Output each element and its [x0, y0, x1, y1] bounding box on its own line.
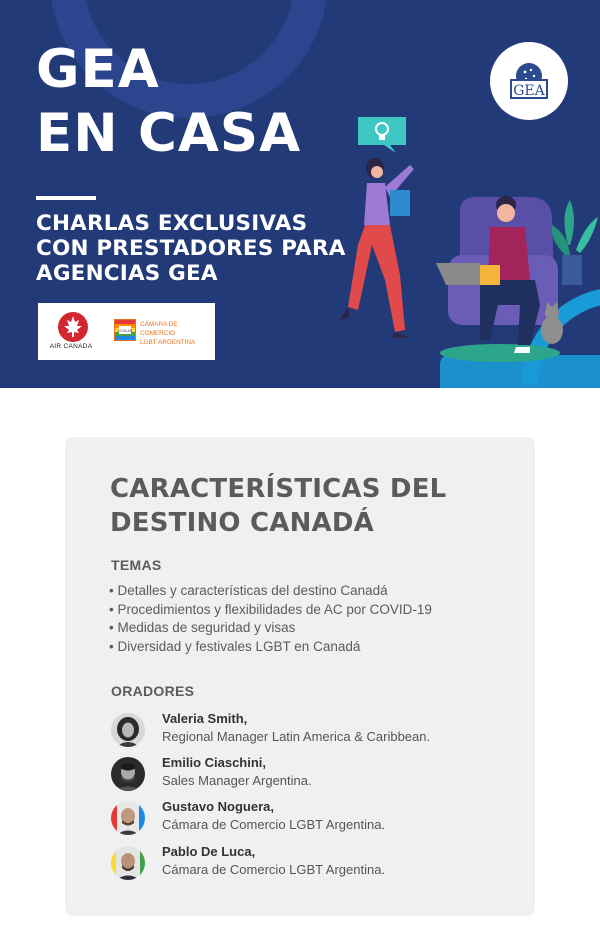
hero-illustration: [330, 105, 600, 388]
card-title: [110, 472, 510, 540]
hero-subtitle-line2: CON PRESTADORES PARA: [36, 236, 346, 261]
card-title-line1: CARACTERÍSTICAS DEL: [110, 474, 447, 504]
camara-line1: CÁMARA DE COMERCIO: [140, 321, 178, 337]
speaker-item: [111, 846, 511, 886]
topic-item: • Procedimientos y flexibilidades de AC por COVID-19: [109, 601, 432, 620]
speaker-name: Gustavo Noguera,: [162, 799, 274, 814]
hero-title: [36, 38, 301, 166]
topic-item: • Diversidad y festivales LGBT en Canadá: [109, 638, 432, 657]
avatar: [111, 801, 145, 835]
avatar: [111, 713, 145, 747]
topics-heading: TEMAS: [111, 557, 162, 573]
hero-banner: [0, 0, 600, 388]
speaker-role: Regional Manager Latin America & Caribbean.: [162, 729, 431, 744]
camara-comercio-label: [140, 320, 214, 347]
speaker-item: [111, 713, 511, 753]
lightbulb-icon: [358, 117, 406, 153]
gea-logo-text: GEA: [513, 83, 545, 99]
speaker-item: [111, 757, 511, 797]
topics-list: [109, 582, 432, 656]
speaker-role: Cámara de Comercio LGBT Argentina.: [162, 862, 386, 877]
avatar: [111, 846, 145, 880]
hero-title-line2: EN CASA: [36, 103, 302, 164]
speaker-name: Valeria Smith,: [162, 711, 248, 726]
plant: [552, 200, 598, 285]
speaker-name: Pablo De Luca,: [162, 844, 256, 859]
camara-comercio-logo-icon: [114, 319, 136, 341]
speaker-role: Cámara de Comercio LGBT Argentina.: [162, 817, 386, 832]
topic-item: • Medidas de seguridad y visas: [109, 619, 432, 638]
avatar: [111, 757, 145, 791]
hero-title-line1: GEA: [36, 39, 160, 100]
speaker-name: Emilio Ciaschini,: [162, 755, 267, 770]
hero-subtitle-line3: AGENCIAS GEA: [36, 261, 218, 286]
title-divider: [36, 196, 96, 200]
woman-figure: [340, 158, 414, 338]
card-title-line2: DESTINO CANADÁ: [110, 508, 374, 538]
camara-line2: LGBT ARGENTINA: [140, 339, 196, 346]
air-canada-label: AIR CANADA: [49, 343, 93, 350]
speaker-role: Sales Manager Argentina.: [162, 773, 312, 788]
hero-subtitle: [36, 211, 346, 286]
event-card: [65, 437, 535, 916]
speaker-item: [111, 801, 511, 841]
speakers-heading: ORADORES: [111, 683, 195, 699]
topic-item: • Detalles y características del destino Canadá: [109, 582, 432, 601]
camara-icon-text: CCGLAR: [117, 329, 133, 333]
sponsor-logos: [38, 303, 215, 360]
hero-subtitle-line1: CHARLAS EXCLUSIVAS: [36, 211, 308, 236]
